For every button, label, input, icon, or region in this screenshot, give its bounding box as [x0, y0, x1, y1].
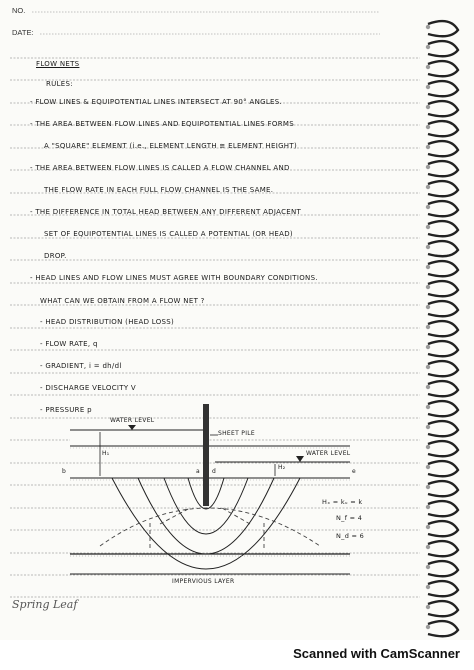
obtain-item: - GRADIENT, i = dh/dl: [40, 362, 122, 370]
rule-line: - THE AREA BETWEEN FLOW LINES AND EQUIPOTENTIAL LINES FORMS: [30, 120, 294, 128]
point-a-label: a: [196, 468, 200, 475]
point-d-label: d: [212, 468, 217, 475]
obtain-item: - PRESSURE p: [40, 406, 92, 414]
water-level-left-label: WATER LEVEL: [110, 417, 155, 424]
rule-line: - THE DIFFERENCE IN TOTAL HEAD BETWEEN ANY DIFFERENT ADJACENT: [30, 208, 302, 216]
no-label: NO.: [12, 6, 26, 15]
rule-line: DROP.: [44, 252, 67, 260]
point-b-label: b: [62, 468, 67, 475]
notes-title: FLOW NETS: [36, 60, 80, 68]
water-level-right-label: WATER LEVEL: [306, 450, 351, 457]
h1-label: H₁: [102, 450, 110, 457]
rule-line: THE FLOW RATE IN EACH FULL FLOW CHANNEL IS THE SAME.: [44, 186, 274, 194]
rule-line: SET OF EQUIPOTENTIAL LINES IS CALLED A POTENTIAL (OR HEAD): [44, 230, 293, 238]
question-line: WHAT CAN WE OBTAIN FROM A FLOW NET ?: [40, 297, 205, 305]
rule-line: - HEAD LINES AND FLOW LINES MUST AGREE WITH BOUNDARY CONDITIONS.: [30, 274, 318, 282]
obtain-item: - FLOW RATE, q: [40, 340, 98, 348]
rule-line: - FLOW LINES & EQUIPOTENTIAL LINES INTERSECT AT 90° ANGLES.: [30, 98, 283, 106]
flow-channels-count: N_f = 4: [336, 514, 363, 522]
permeability-equation: Hₓ = kᵤ = k: [322, 498, 363, 506]
h2-label: H₂: [278, 464, 286, 471]
obtain-item: - DISCHARGE VELOCITY V: [40, 384, 137, 392]
rules-heading: RULES:: [46, 80, 73, 88]
potential-drops-count: N_d = 6: [336, 532, 365, 540]
scanner-watermark-text: Scanned with CamScanner: [293, 646, 460, 661]
date-label: DATE:: [12, 28, 34, 37]
scanner-watermark: [0, 640, 474, 670]
point-e-label: e: [352, 468, 356, 475]
sheet-pile-label: SHEET PILE: [218, 430, 255, 437]
obtain-item: - HEAD DISTRIBUTION (HEAD LOSS): [40, 318, 175, 326]
rule-line: A "SQUARE" ELEMENT (i.e., ELEMENT LENGTH ≅ ELEMENT HEIGHT): [44, 142, 297, 150]
rule-line: - THE AREA BETWEEN FLOW LINES IS CALLED A FLOW CHANNEL AND: [30, 164, 290, 172]
impervious-layer-label: IMPERVIOUS LAYER: [172, 578, 235, 585]
notebook-brand: Spring Leaf: [12, 598, 78, 611]
